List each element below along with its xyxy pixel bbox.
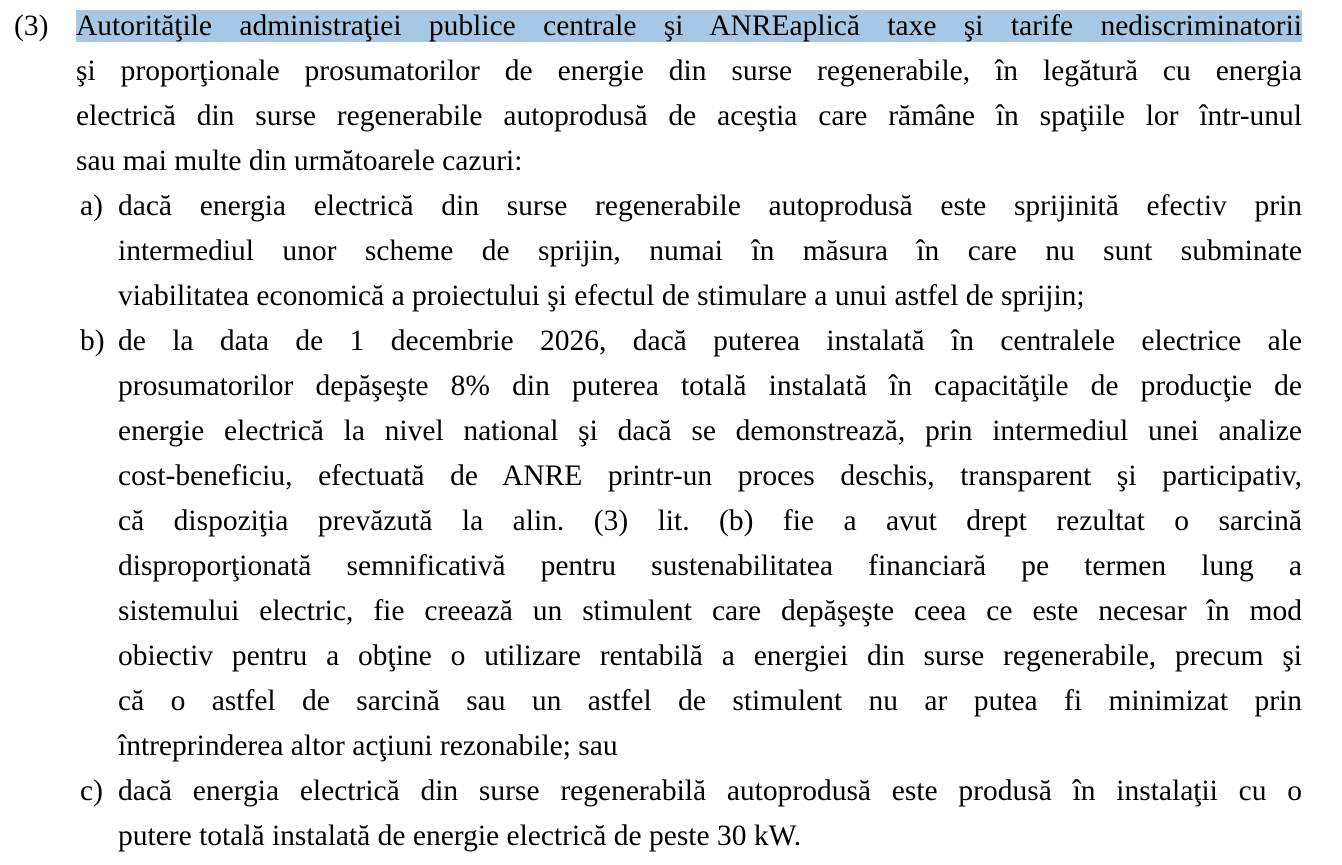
- paragraph-line: electrică din surse regenerabile autoprodusă de aceştia care rămâne în spaţiile lor într-unul: [76, 100, 1302, 132]
- list-item-line: putere totală instalată de energie electrică de peste 30 kW.: [118, 820, 802, 852]
- list-item-line: dacă energia electrică din surse regenerabilă autoprodusă este produsă în instalaţii cu o: [118, 775, 1302, 807]
- list-item-line: viabilitatea economică a proiectului şi efectul de stimulare a unui astfel de sprijin;: [118, 280, 1085, 312]
- list-item-line: întreprinderea altor acţiuni rezonabile; sau: [118, 730, 618, 762]
- list-item-label: a): [80, 190, 103, 222]
- selected-text[interactable]: Autorităţile administraţiei publice centrale şi ANREaplică taxe şi tarife nediscriminatorii: [76, 10, 1302, 42]
- list-item-line: că o astfel de sarcină sau un astfel de stimulent nu ar putea fi minimizat prin: [118, 685, 1302, 717]
- paragraph-number: (3): [14, 10, 49, 42]
- list-item-line: cost-beneficiu, efectuată de ANRE printr-un proces deschis, transparent şi participativ,: [118, 460, 1302, 492]
- paragraph-line: [76, 4, 1302, 49]
- list-item-line: intermediul unor scheme de sprijin, numai în măsura în care nu sunt subminate: [118, 235, 1302, 267]
- list-item-line: sistemului electric, fie creează un stimulent care depăşeşte ceea ce este necesar în mod: [118, 595, 1302, 627]
- paragraph-line: şi proporţionale prosumatorilor de energie din surse regenerabile, în legătură cu energia: [76, 55, 1302, 87]
- list-item-line: energie electrică la nivel national şi dacă se demonstrează, prin intermediul unei analize: [118, 415, 1302, 447]
- paragraph-line: sau mai multe din următoarele cazuri:: [76, 145, 523, 177]
- list-item-label: b): [80, 325, 105, 357]
- list-item-label: c): [80, 775, 103, 807]
- list-item-line: obiectiv pentru a obţine o utilizare rentabilă a energiei din surse regenerabile, precum şi: [118, 640, 1302, 672]
- list-item-line: prosumatorilor depăşeşte 8% din puterea totală instalată în capacităţile de producţie de: [118, 370, 1302, 402]
- list-item-line: disproporţionată semnificativă pentru sustenabilitatea financiară pe termen lung a: [118, 550, 1302, 582]
- list-item-line: dacă energia electrică din surse regenerabile autoprodusă este sprijinită efectiv prin: [118, 190, 1302, 222]
- list-item-line: de la data de 1 decembrie 2026, dacă puterea instalată în centralele electrice ale: [118, 325, 1302, 357]
- list-item-line: că dispoziţia prevăzută la alin. (3) lit. (b) fie a avut drept rezultat o sarcină: [118, 505, 1302, 537]
